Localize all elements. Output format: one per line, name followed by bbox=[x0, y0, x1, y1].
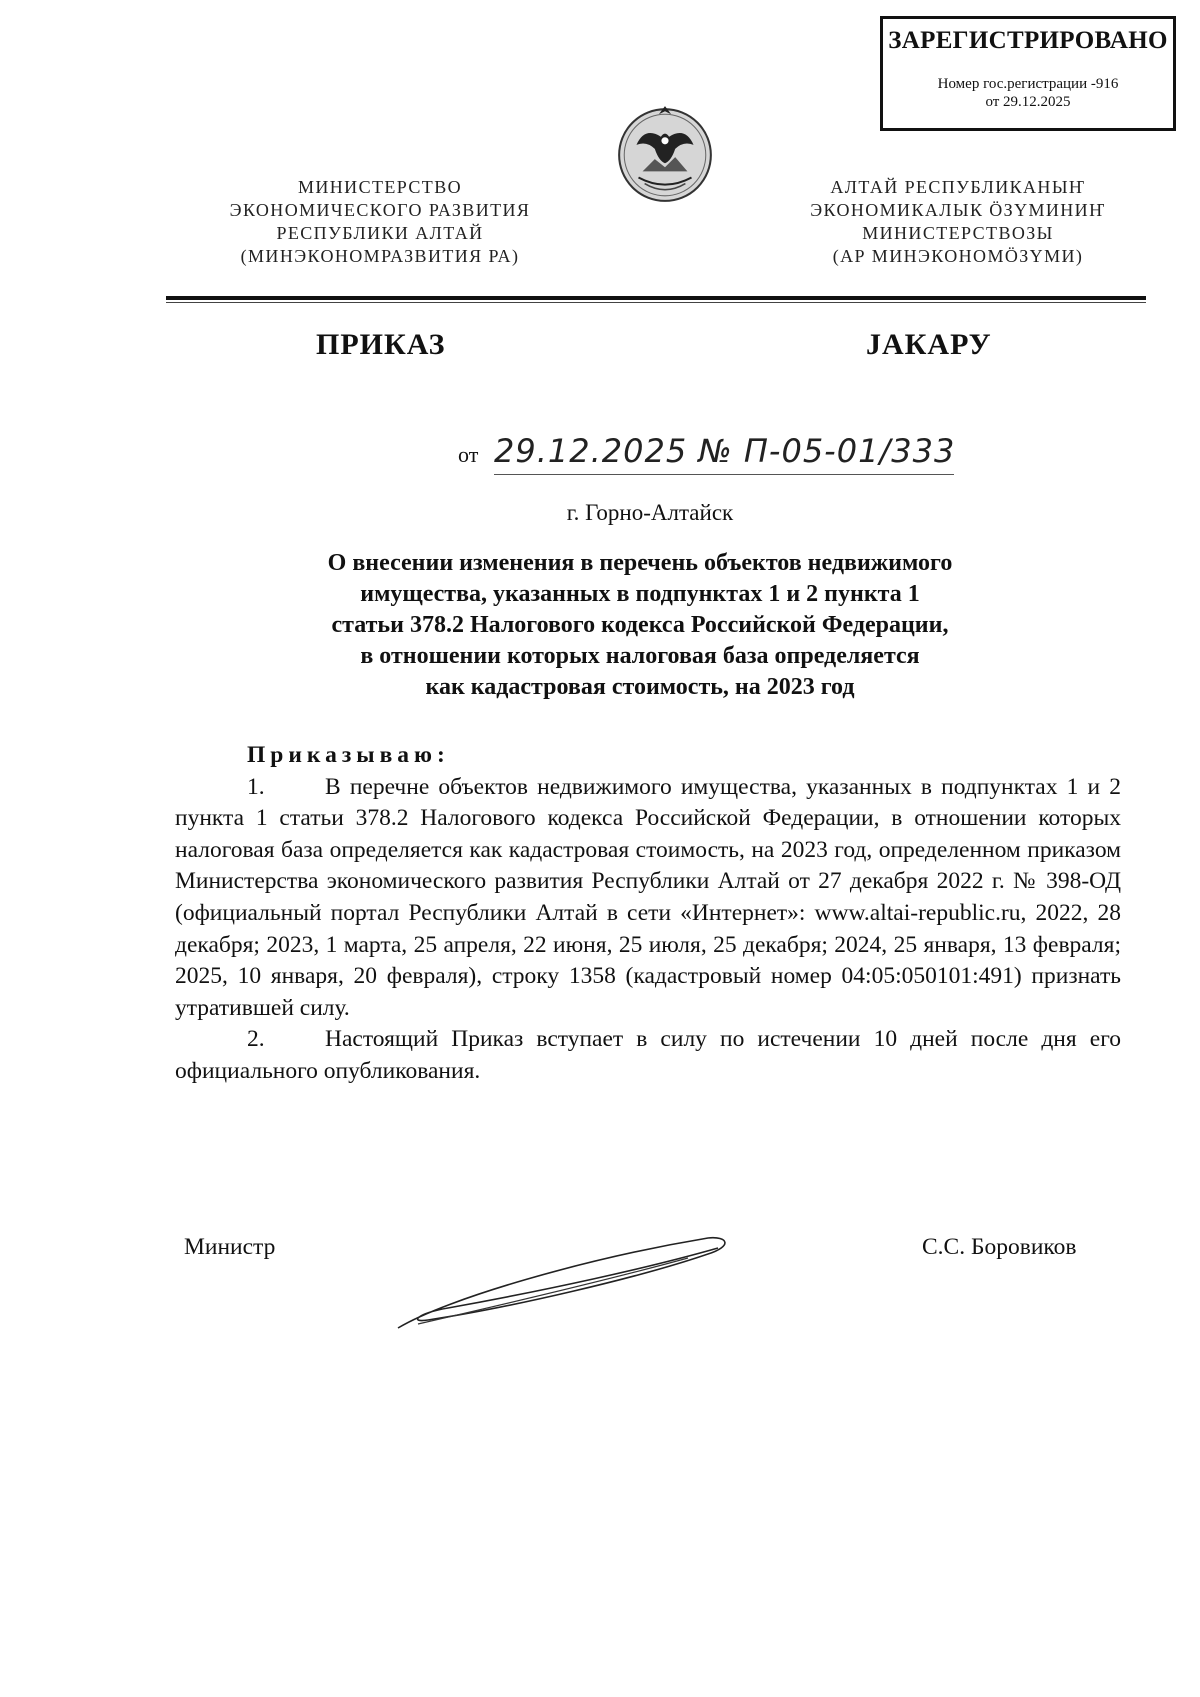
ministry-alt-line3: МИНИСТЕРСТВОЗЫ bbox=[862, 223, 1054, 243]
item-2 bbox=[175, 1024, 1121, 1087]
date-prefix: от bbox=[458, 442, 479, 467]
stamp-reg-number: Номер гос.регистрации -916 bbox=[937, 76, 1119, 92]
date-underline bbox=[494, 474, 954, 475]
item-1-number: 1. bbox=[247, 773, 265, 800]
header-divider-thin bbox=[166, 302, 1146, 303]
title-line: статьи 378.2 Налогового кодекса Российской Федерации, bbox=[331, 612, 949, 638]
coat-of-arms-icon bbox=[614, 100, 716, 206]
signatory-position: Министр bbox=[184, 1234, 276, 1260]
ministry-header-ru bbox=[180, 176, 580, 268]
ministry-ru-line4: (МИНЭКОНОМРАЗВИТИЯ РА) bbox=[240, 246, 520, 266]
item-2-text: Настоящий Приказ вступает в силу по истечении 10 дней после дня его официального опубликования. bbox=[175, 1026, 1121, 1084]
ministry-ru-line1: МИНИСТЕРСТВО bbox=[297, 177, 463, 197]
handwritten-date-number: 29.12.2025 № П-05-01/333 bbox=[494, 432, 956, 470]
document-body bbox=[175, 740, 1121, 1088]
signatory-name: С.С. Боровиков bbox=[922, 1234, 1077, 1260]
title-line: в отношении которых налоговая база определяется bbox=[360, 643, 920, 669]
ministry-ru-line2: ЭКОНОМИЧЕСКОГО РАЗВИТИЯ bbox=[229, 200, 531, 220]
ministry-alt-line2: ЭКОНОМИКАЛЫК ӦЗҮМИНИҤ bbox=[810, 200, 1106, 220]
order-word-alt: ЈАКАРУ bbox=[866, 328, 992, 361]
stamp-reg-date: от 29.12.2025 bbox=[985, 94, 1071, 110]
item-1 bbox=[175, 772, 1121, 1025]
order-date-number bbox=[458, 432, 958, 482]
header-divider bbox=[166, 296, 1146, 300]
handwritten-signature-icon bbox=[388, 1228, 738, 1338]
item-1-text: В перечне объектов недвижимого имущества, указанных в подпунктах 1 и 2 пункта 1 статьи 378.2 Налогового кодекса Российской Федерации, в отношении которых налоговая база определяется как кадастровая стоимость, на 2023 год, определенном приказом Министерства экономического развития Республики Алтай от 27 декабря 2022 г. № 398-ОД (официальный портал Республики Алтай в сети «Интернет»: www.altai-republic.ru, 2022, 28 декабря; 2023, 1 марта, 25 апреля, 22 июня, 25 июля, 25 декабря; 2024, 25 января, 13 февраля; 2025, 10 января, 20 февраля), строку 1358 (кадастровый номер 04:05:050101:491) признать утратившей силу. bbox=[175, 773, 1121, 1021]
title-line: О внесении изменения в перечень объектов недвижимого bbox=[327, 550, 953, 576]
registration-stamp bbox=[880, 16, 1176, 131]
document-title bbox=[240, 548, 1040, 703]
stamp-title: ЗАРЕГИСТРИРОВАНО bbox=[888, 27, 1168, 54]
order-word-ru: ПРИКАЗ bbox=[316, 328, 446, 361]
item-2-number: 2. bbox=[247, 1026, 265, 1053]
ministry-header-alt bbox=[758, 176, 1158, 268]
title-line: как кадастровая стоимость, на 2023 год bbox=[425, 674, 855, 700]
ordering-clause: Приказываю: bbox=[247, 742, 450, 768]
title-line: имущества, указанных в подпунктах 1 и 2 пункта 1 bbox=[360, 581, 920, 607]
ministry-ru-line3: РЕСПУБЛИКИ АЛТАЙ bbox=[276, 223, 484, 243]
ministry-alt-line4: (АР МИНЭКОНОМӦЗҮМИ) bbox=[832, 246, 1084, 266]
city: г. Горно-Алтайск bbox=[566, 500, 734, 525]
ministry-alt-line1: АЛТАЙ РЕСПУБЛИКАНЫҤ bbox=[830, 177, 1086, 197]
